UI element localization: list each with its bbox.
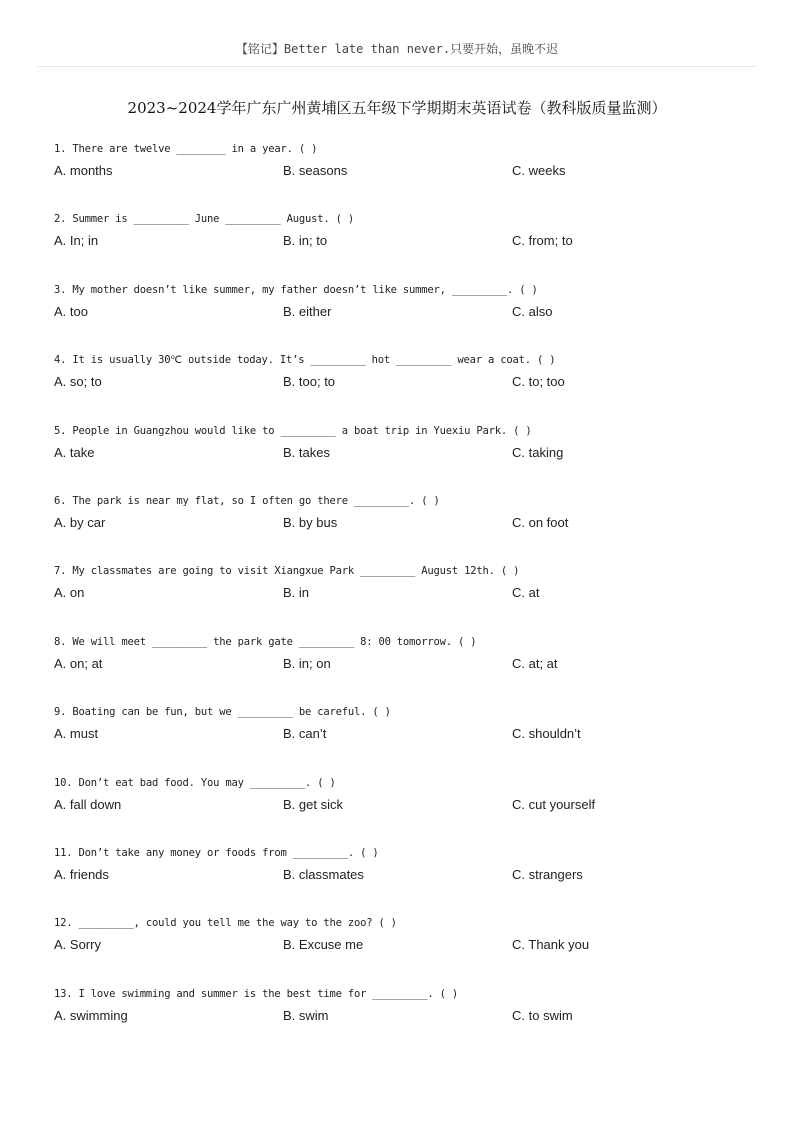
question-11 xyxy=(0,847,794,917)
option-c: C. shouldn’t xyxy=(512,726,581,742)
option-c: C. at; at xyxy=(512,655,558,671)
option-a: A. fall down xyxy=(54,796,122,812)
option-a: A. swimming xyxy=(54,1007,128,1023)
question-list xyxy=(0,143,794,1058)
option-b: B. in xyxy=(283,585,310,601)
question-9 xyxy=(0,706,794,776)
option-c: C. cut yourself xyxy=(512,796,596,812)
question-3 xyxy=(0,284,794,354)
question-5 xyxy=(0,425,794,495)
option-a: A. In; in xyxy=(54,233,99,249)
option-a: A. friends xyxy=(54,866,109,882)
option-b: B. seasons xyxy=(283,163,348,178)
option-a: A. by car xyxy=(54,514,106,530)
option-b: B. get sick xyxy=(283,796,343,812)
question-1 xyxy=(0,143,794,213)
option-a: A. must xyxy=(54,726,99,742)
question-stem: 7. My classmates are going to visit Xiangxue Park _________ August 12th. ( ) xyxy=(54,565,520,578)
option-c: C. to swim xyxy=(512,1007,573,1023)
question-stem: 9. Boating can be fun, but we _________ be careful. ( ) xyxy=(54,706,391,719)
option-b: B. takes xyxy=(283,444,330,460)
option-a: A. take xyxy=(54,444,95,460)
question-2 xyxy=(0,213,794,283)
option-c: C. taking xyxy=(512,444,564,460)
option-b: B. in; to xyxy=(283,233,328,249)
option-a: A. too xyxy=(54,303,88,319)
option-c: C. from; to xyxy=(512,233,573,249)
option-a: A. so; to xyxy=(54,374,102,390)
question-13 xyxy=(0,988,794,1058)
option-c: C. at xyxy=(512,585,540,601)
header-divider xyxy=(38,66,756,67)
option-c: C. also xyxy=(512,303,553,319)
question-stem: 13. I love swimming and summer is the best time for _________. ( ) xyxy=(54,987,459,1000)
question-8 xyxy=(0,636,794,706)
option-a: A. on xyxy=(54,585,85,601)
option-c: C. weeks xyxy=(512,163,566,178)
page-title: 2023~2024学年广东广州黄埔区五年级下学期期末英语试卷（教科版质量监测） xyxy=(127,99,667,117)
question-stem: 4. It is usually 30℃ outside today. It’s _________ hot _________ wear a coat. ( ) xyxy=(54,354,556,367)
question-4 xyxy=(0,354,794,424)
option-c: C. on foot xyxy=(512,514,569,530)
question-12 xyxy=(0,917,794,987)
header-motto: 【铭记】Better late than never.只要开始，虽晚不迟 xyxy=(235,42,559,56)
option-b: B. Excuse me xyxy=(283,937,364,953)
question-7 xyxy=(0,565,794,635)
question-stem: 2. Summer is _________ June _________ August. ( ) xyxy=(54,213,354,226)
question-stem: 6. The park is near my flat, so I often go there _________. ( ) xyxy=(54,494,440,507)
question-stem: 5. People in Guangzhou would like to _________ a boat trip in Yuexiu Park. ( ) xyxy=(54,424,532,437)
option-b: B. by bus xyxy=(283,514,338,530)
option-a: A. on; at xyxy=(54,655,103,671)
question-stem: 11. Don’t take any money or foods from _________. ( ) xyxy=(54,846,379,859)
option-b: B. swim xyxy=(283,1007,329,1023)
question-6 xyxy=(0,495,794,565)
option-c: C. strangers xyxy=(512,866,583,882)
option-c: C. to; too xyxy=(512,374,565,390)
question-stem: 8. We will meet _________ the park gate _________ 8: 00 tomorrow. ( ) xyxy=(54,635,477,648)
option-a: A. Sorry xyxy=(54,937,101,953)
option-b: B. either xyxy=(283,303,332,319)
option-c: C. Thank you xyxy=(512,937,590,953)
question-stem: 3. My mother doesn’t like summer, my father doesn’t like summer, _________. ( ) xyxy=(54,283,538,296)
option-b: B. can’t xyxy=(283,726,327,742)
question-stem: 1. There are twelve ________ in a year. ( ) xyxy=(54,143,318,155)
option-b: B. classmates xyxy=(283,866,364,882)
question-stem: 12. _________, could you tell me the way to the zoo? ( ) xyxy=(54,917,397,930)
option-b: B. too; to xyxy=(283,374,336,390)
option-b: B. in; on xyxy=(283,655,331,671)
question-stem: 10. Don’t eat bad food. You may _________. ( ) xyxy=(54,776,336,789)
question-10 xyxy=(0,777,794,847)
option-a: A. months xyxy=(54,163,113,178)
